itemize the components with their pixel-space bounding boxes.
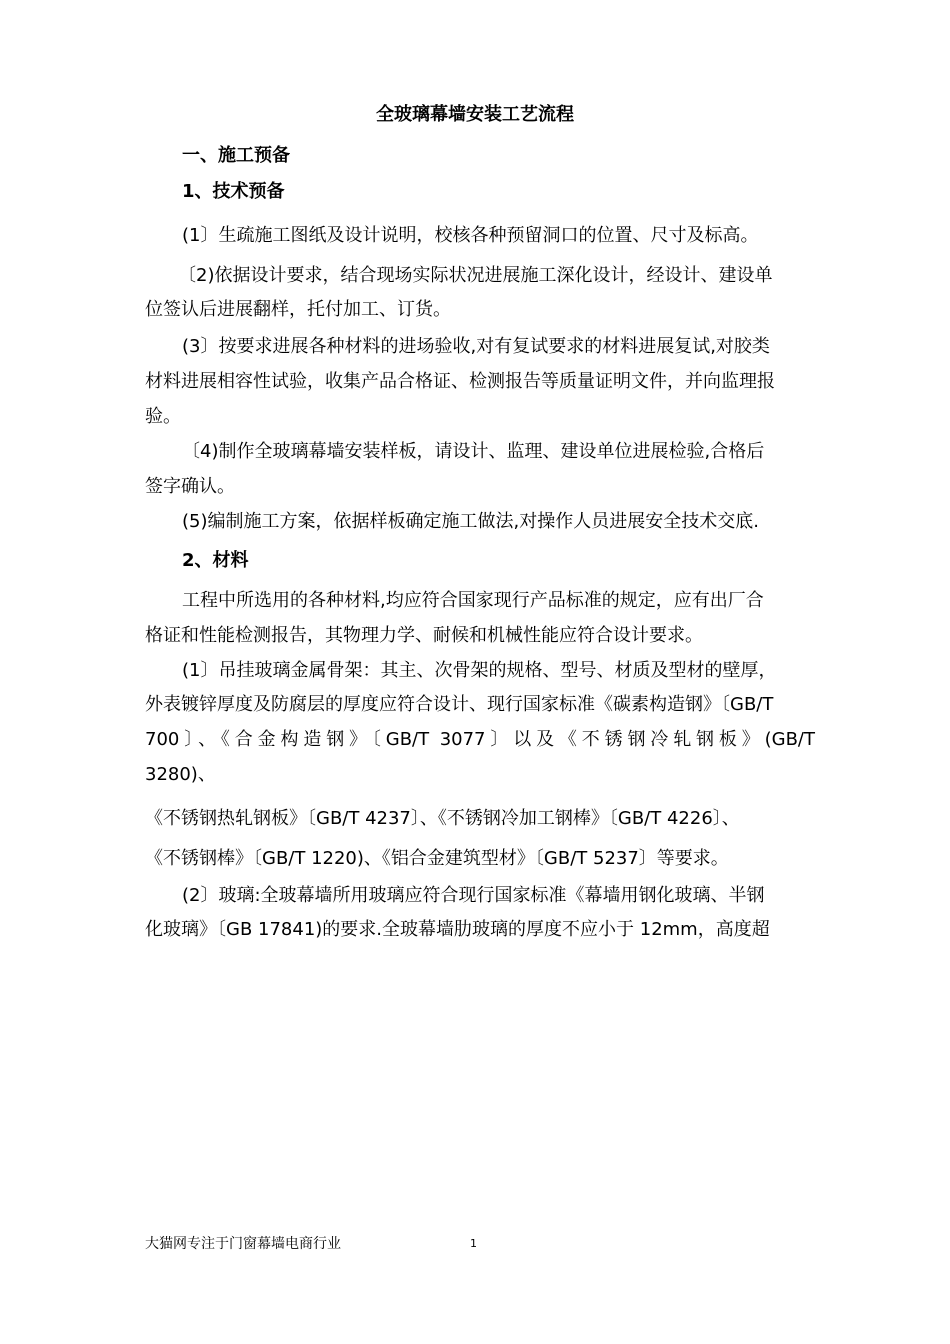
paragraph-3-line-1: (3〕按要求进展各种材料的进场验收,对有复试要求的材料进展复试,对胶类 <box>182 336 770 357</box>
paragraph-8-line-1: (2〕玻璃:全玻幕墙所用玻璃应符合现行国家标准《幕墙用钢化玻璃、半钢 <box>182 885 765 906</box>
subsection-heading-materials: 2、材料 <box>182 550 249 571</box>
paragraph-3-line-2: 材料进展相容性试验，收集产品合格证、检测报告等质量证明文件，并向监理报 <box>145 371 775 392</box>
paragraph-8-line-2: 化玻璃》〔GB 17841)的要求.全玻幕墙肋玻璃的厚度不应小于 12mm，高度超 <box>145 919 770 940</box>
paragraph-5-line: (5)编制施工方案，依据样板确定施工做法,对操作人员进展安全技术交底. <box>182 511 759 532</box>
paragraph-7-line-3: 700〕、《合金构造钢》〔GB/T 3077〕以及《不锈钢冷轧钢板》(GB/T <box>145 729 815 750</box>
paragraph-7-line-2: 外表镀锌厚度及防腐层的厚度应符合设计、现行国家标准《碳素构造钢》〔GB/T <box>145 694 774 715</box>
paragraph-1-line: (1〕生疏施工图纸及设计说明，校核各种预留洞口的位置、尺寸及标高。 <box>182 225 759 246</box>
subsection-heading-technical: 1、技术预备 <box>182 181 285 202</box>
paragraph-7-line-6: 《不锈钢棒》〔GB/T 1220)、《铝合金建筑型材》〔GB/T 5237〕等要求。 <box>145 848 729 869</box>
paragraph-6-line-1: 工程中所选用的各种材料,均应符合国家现行产品标准的规定，应有出厂合 <box>182 590 764 611</box>
paragraph-7-line-5: 《不锈钢热轧钢板》〔GB/T 4237〕、《不锈钢冷加工钢棒》〔GB/T 4226〕、 <box>145 808 740 829</box>
paragraph-6-line-2: 格证和性能检测报告，其物理力学、耐候和机械性能应符合设计要求。 <box>145 625 703 646</box>
document-title: 全玻璃幕墙安装工艺流程 <box>376 104 574 125</box>
footer-source-text: 大猫网专注于门窗幕墙电商行业 <box>145 1236 341 1252</box>
paragraph-4-line-1: 〔4)制作全玻璃幕墙安装样板，请设计、监理、建设单位进展检验,合格后 <box>182 441 765 462</box>
paragraph-2-line-2: 位签认后进展翻样，托付加工、订货。 <box>145 299 451 320</box>
paragraph-7-line-1: (1〕吊挂玻璃金属骨架：其主、次骨架的规格、型号、材质及型材的壁厚， <box>182 660 777 681</box>
section-heading-preparation: 一、施工预备 <box>182 145 290 166</box>
paragraph-2-line-1: 〔2)依据设计要求，结合现场实际状况进展施工深化设计，经设计、建设单 <box>178 265 773 286</box>
paragraph-3-line-3: 验。 <box>145 406 181 427</box>
paragraph-4-line-2: 签字确认。 <box>145 476 235 497</box>
page-number: 1 <box>470 1237 477 1250</box>
paragraph-7-line-4: 3280)、 <box>145 764 216 785</box>
